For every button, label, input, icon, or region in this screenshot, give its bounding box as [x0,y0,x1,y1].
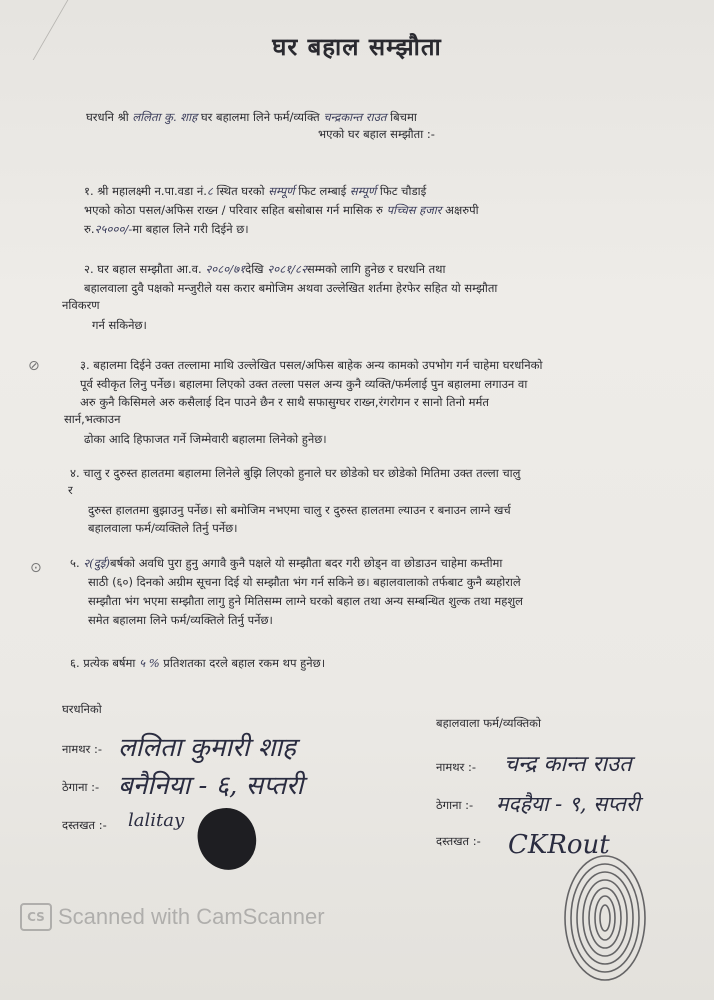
margin-mark: ⊘ [28,358,40,374]
rent-amount-hand: २५०००/- [94,222,133,236]
camscanner-watermark-text: Scanned with CamScanner [58,904,325,929]
landlord-handwritten-name: ललिता कु. शाह [132,110,198,124]
fiscal-year-from-hand: २०८०/७१ [205,262,246,276]
clause-2-line-1 [84,262,446,276]
tenant-signature: CKRout [508,830,610,860]
increment-percent-hand: ५ % [139,656,160,670]
intro-text-a: घरधनि श्री [86,110,129,124]
landlord-sign-label: दस्तखत :- [62,818,107,832]
ink-thumbprint-blot [194,804,260,873]
landlord-address-label: ठेगाना :- [62,780,100,794]
clause-3-line-5: ढोका आदि हिफाजत गर्ने जिम्मेवारी बहालमा लिनेको हुनेछ। [84,432,327,446]
intro-text-c: बिचमा [390,110,417,124]
clause-1-line-2 [84,203,479,217]
clause-2-line-2: बहालवाला दुवै पक्षको मन्जुरीले यस करार बमोजिम अथवा उल्लेखित शर्तमा हेरफेर सहित यो सम्झौता [84,281,498,295]
clause-5-line-3: सम्झौता भंग भएमा सम्झौता लागु हुने मितिसम्म लाग्ने घरको बहाल तथा अन्य सम्बन्धित शुल्क तथा महशुल [88,594,523,608]
rent-in-words-hand: पच्चिस हजार [386,203,442,217]
tenant-handwritten-name: चन्द्रकान्त राउत [323,110,387,124]
camscanner-logo-icon: CS [20,903,52,931]
clause-5-text-b: बर्षको अवधि पुरा हुनु अगावै कुनै पक्षले यो सम्झौता बदर गरी छोड्न वा छोडाउन चाहेमा कम्तीमा [110,556,503,570]
clause-5-line-2: साठी (६०) दिनको अग्रीम सूचना दिई यो सम्झौता भंग गर्न सकिने छ। बहालवालाको तर्फबाट कुनै ब्यहोराले [88,575,521,589]
clause-1-text-e: भएको कोठा पसल/अफिस राख्न / परिवार सहित बसोबास गर्न मासिक रु [84,203,383,217]
clause-3-line-2: पूर्व स्वीकृत लिनु पर्नेछ। बहालमा लिएको उक्त तल्ला पसल अन्य कुनै व्यक्ति/फर्मलाई पुन बहालमा लगाउन वा [80,377,528,391]
clause-6-line-1 [70,656,325,670]
landlord-heading: घरधनिको [62,702,102,716]
clause-4-line-3: दुरुस्त हालतमा बुझाउनु पर्नेछ। सो बमोजिम नभएमा चालु र दुरुस्त हालतमा ल्याउन र बनाउन लाग्ने खर्च [88,503,511,517]
landlord-signature: lalitay [128,810,185,831]
intro-line-2: भएको घर बहाल सम्झौता :- [318,127,435,141]
clause-5-line-4: समेत बहालमा लिने फर्म/व्यक्तिले तिर्नु पर्नेछ। [88,613,273,627]
clause-1-text-b: स्थित घरको [216,184,265,198]
intro-line-1 [86,110,417,124]
ward-number-hand: ८ [206,184,213,198]
width-hand: सम्पूर्ण [349,184,377,198]
clause-2-text-a: २. घर बहाल सम्झौता आ.व. [84,262,202,276]
clause-4-line-2: र [68,483,73,497]
tenant-address-hand: मदहैया - ९, सप्तरी [496,792,640,816]
clause-1-text-d: फिट चौडाई [379,184,427,198]
tenant-heading: बहालवाला फर्म/व्यक्तिको [436,716,541,730]
landlord-name-label: नामथर :- [62,742,102,756]
clause-2-text-c: सम्मको लागि हुनेछ र घरधनि तथा [307,262,446,276]
intro-text-b: घर बहालमा लिने फर्म/व्यक्ति [200,110,320,124]
clause-6-text-b: प्रतिशतका दरले बहाल रकम थप हुनेछ। [163,656,326,670]
years-hand: २(दुई) [83,556,111,570]
clause-5-text-a: ५. [70,556,80,570]
fingerprint-mark [560,850,650,985]
clause-6-text-a: ६. प्रत्येक बर्षमा [70,656,136,670]
clause-2-line-4: गर्न सकिनेछ। [92,318,147,332]
clause-2-line-3: नविकरण [62,298,100,312]
clause-1-text-g: रु. [84,222,95,236]
clause-1-text-f: अक्षरुपी [445,203,479,217]
clause-2-text-b: देखि [245,262,264,276]
length-hand: सम्पूर्ण [268,184,295,198]
tenant-sign-label: दस्तखत :- [436,834,481,848]
clause-1-text-c: फिट लम्बाई [298,184,347,198]
margin-mark-2: ⊙ [30,560,42,576]
tenant-name-label: नामथर :- [436,760,476,774]
fiscal-year-to-hand: २०८१/८२ [267,262,308,276]
tenant-name-hand: चन्द्र कान्त राउत [504,752,632,777]
clause-1-line-3 [84,222,249,236]
tenant-address-label: ठेगाना :- [436,798,474,812]
clause-1-text-a: १. श्री महालक्ष्मी न.पा.वडा नं. [84,184,207,198]
clause-4-line-4: बहालवाला फर्म/व्यक्तिले तिर्नु पर्नेछ। [88,521,238,535]
clause-5-line-1 [70,556,502,570]
landlord-address-hand: बनैनिया - ६, सप्तरी [118,771,304,801]
document-title: घर बहाल सम्झौता [272,33,442,61]
clause-3-line-3: अरु कुनै किसिमले अरु कसैलाई दिन पाउने छैन र साथै सफासुग्घर राख्न,रंगरोगन र सानो तिनो मर्मत [80,395,489,409]
landlord-name-hand: ललिता कुमारी शाह [118,733,296,763]
clause-4-line-1: ४. चालु र दुरुस्त हालतमा बहालमा लिनेले बुझि लिएको हुनाले घर छोडेको घर छोडेको मितिमा उक्त तल्ला चालु [70,466,521,480]
camscanner-watermark [20,903,325,931]
clause-3-line-1: ३. बहालमा दिईने उक्त तल्लामा माथि उल्लेखित पसल/अफिस बाहेक अन्य कामको उपभोग गर्न चाहेमा घरधनिको [80,358,543,372]
clause-1-line-1 [84,184,426,198]
clause-3-line-4: सार्न,भत्काउन [64,412,121,426]
clause-1-text-h: मा बहाल लिने गरी दिईने छ। [132,222,249,236]
